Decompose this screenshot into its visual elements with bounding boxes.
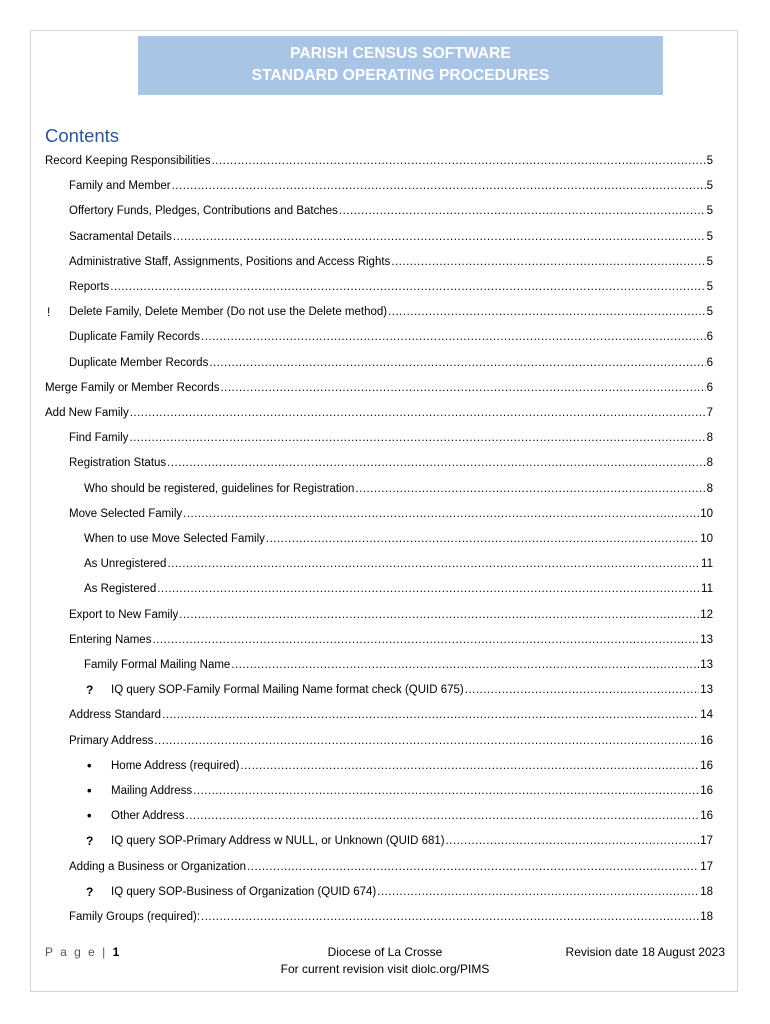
- toc-entry-page: 13: [700, 659, 713, 671]
- toc-leader-dots: [212, 152, 706, 170]
- toc-entry[interactable]: [0, 202, 770, 220]
- toc-leader-dots: [220, 379, 705, 397]
- toc-entry-page: 10: [700, 533, 713, 545]
- toc-leader-dots: [240, 757, 699, 775]
- footer-diocese: Diocese of La Crosse: [327, 945, 443, 959]
- toc-entry-label: Duplicate Family Records: [69, 331, 201, 344]
- toc-leader-dots: [157, 580, 700, 598]
- toc-leader-dots: [172, 177, 706, 195]
- toc-entry-page: 6: [706, 381, 713, 394]
- toc-entry-label: Other Address: [111, 810, 185, 823]
- question-mark-icon: ?: [86, 884, 94, 899]
- toc-entry-page: 8: [706, 432, 713, 445]
- toc-entry[interactable]: [0, 480, 770, 498]
- toc-entry-page: 6: [706, 331, 713, 344]
- toc-entry-label: Record Keeping Responsibilities: [45, 155, 211, 167]
- question-mark-icon: ?: [86, 683, 94, 698]
- toc-entry-page: 13: [700, 633, 713, 646]
- toc-leader-dots: [339, 202, 706, 220]
- toc-leader-dots: [355, 480, 705, 498]
- toc-entry[interactable]: [0, 908, 770, 926]
- toc-entry[interactable]: [0, 505, 770, 523]
- toc-leader-dots: [167, 555, 700, 573]
- toc-leader-dots: [154, 732, 699, 750]
- toc-entry-page: 8: [706, 457, 713, 470]
- toc-leader-dots: [201, 908, 699, 926]
- toc-entry-label: IQ query SOP-Family Formal Mailing Name format check (QUID 675): [111, 684, 464, 697]
- toc-entry[interactable]: [0, 454, 770, 472]
- toc-leader-dots: [377, 883, 699, 901]
- toc-entry-page: 18: [700, 911, 713, 923]
- toc-entry[interactable]: [0, 228, 770, 246]
- toc-entry-page: 5: [706, 205, 713, 218]
- page-number: 1: [112, 945, 120, 959]
- toc-entry-page: 11: [701, 583, 713, 596]
- toc-entry[interactable]: [0, 404, 770, 422]
- toc-entry-label: Family Groups (required):: [69, 911, 201, 923]
- title-line-1: PARISH CENSUS SOFTWARE: [290, 45, 511, 62]
- toc-entry-label: Primary Address: [69, 734, 154, 747]
- toc-entry-label: Address Standard: [69, 709, 162, 722]
- document-title-banner: [138, 36, 663, 95]
- toc-entry-page: 17: [700, 860, 713, 873]
- toc-leader-dots: [162, 706, 699, 724]
- toc-entry-page: 5: [706, 255, 713, 268]
- toc-entry-page: 8: [706, 482, 713, 495]
- toc-entry-label: As Unregistered: [84, 558, 167, 571]
- toc-entry-page: 17: [700, 835, 713, 848]
- toc-entry-page: 12: [700, 608, 713, 621]
- toc-entry-label: IQ query SOP-Primary Address w NULL, or Unknown (QUID 681): [111, 835, 445, 848]
- toc-entry-label: Home Address (required): [111, 759, 240, 772]
- toc-entry-page: 7: [706, 407, 713, 419]
- toc-entry-label: Add New Family: [45, 407, 129, 419]
- page-label: P a g e |: [45, 945, 108, 959]
- toc-entry[interactable]: [0, 807, 770, 825]
- exclamation-icon: !: [47, 305, 51, 320]
- toc-leader-dots: [201, 328, 706, 346]
- toc-leader-dots: [179, 606, 699, 624]
- toc-entry-label: Mailing Address: [111, 785, 193, 797]
- toc-entry[interactable]: [0, 253, 770, 271]
- toc-entry-label: Export to New Family: [69, 608, 179, 621]
- bullet-icon: •: [87, 783, 92, 798]
- toc-entry-page: 14: [700, 709, 713, 722]
- toc-entry[interactable]: [0, 278, 770, 296]
- toc-entry-label: Move Selected Family: [69, 507, 183, 520]
- toc-entry[interactable]: [0, 832, 770, 850]
- toc-entry-page: 16: [700, 734, 713, 747]
- toc-entry-label: Sacramental Details: [69, 230, 172, 243]
- contents-heading: Contents: [45, 125, 120, 146]
- toc-entry-page: 16: [700, 810, 713, 823]
- bullet-icon: •: [87, 757, 92, 773]
- toc-leader-dots: [129, 429, 705, 447]
- toc-entry-page: 10: [700, 507, 713, 520]
- toc-entry-label: When to use Move Selected Family: [84, 533, 265, 545]
- toc-entry[interactable]: [0, 631, 770, 649]
- toc-leader-dots: [193, 782, 699, 800]
- toc-entry[interactable]: [0, 530, 770, 548]
- toc-entry-label: Family and Member: [69, 180, 171, 193]
- toc-leader-dots: [167, 454, 705, 472]
- toc-entry[interactable]: [0, 328, 770, 346]
- toc-entry-label: Administrative Staff, Assignments, Positions and Access Rights: [69, 255, 391, 268]
- toc-entry[interactable]: [0, 152, 770, 170]
- toc-entry-page: 18: [700, 885, 713, 898]
- toc-entry[interactable]: [0, 303, 770, 321]
- toc-entry-label: As Registered: [84, 583, 157, 596]
- title-line-2: STANDARD OPERATING PROCEDURES: [251, 67, 550, 84]
- toc-leader-dots: [391, 253, 705, 271]
- toc-entry-label: Who should be registered, guidelines for Registration: [84, 482, 355, 495]
- toc-entry-page: 6: [706, 356, 713, 369]
- toc-entry-page: 5: [706, 306, 713, 319]
- toc-entry-page: 5: [706, 155, 713, 167]
- toc-entry-label: Adding a Business or Organization: [69, 860, 247, 873]
- toc-entry[interactable]: [0, 681, 770, 699]
- toc-entry-label: IQ query SOP-Business of Organization (QUID 674): [111, 885, 377, 898]
- toc-entry[interactable]: [0, 706, 770, 724]
- toc-leader-dots: [231, 656, 699, 674]
- toc-entry[interactable]: [0, 555, 770, 573]
- toc-entry-page: 5: [706, 281, 713, 293]
- toc-entry[interactable]: [0, 177, 770, 195]
- toc-entry-page: 5: [706, 180, 713, 193]
- toc-leader-dots: [266, 530, 699, 548]
- toc-entry[interactable]: [0, 883, 770, 901]
- footer-revision-link: For current revision visit diolc.org/PIMS: [280, 962, 490, 976]
- toc-entry-page: 13: [700, 684, 713, 697]
- toc-entry[interactable]: [0, 757, 770, 775]
- toc-entry-page: 11: [701, 558, 713, 571]
- toc-entry-page: 5: [706, 230, 713, 243]
- toc-leader-dots: [388, 303, 706, 321]
- toc-entry-page: 16: [700, 759, 713, 772]
- toc-entry-label: Registration Status: [69, 457, 167, 470]
- toc-leader-dots: [186, 807, 700, 825]
- toc-entry[interactable]: [0, 606, 770, 624]
- toc-leader-dots: [130, 404, 706, 422]
- toc-entry[interactable]: [0, 858, 770, 876]
- toc-leader-dots: [173, 228, 706, 246]
- toc-leader-dots: [446, 832, 700, 850]
- toc-entry-page: 16: [700, 785, 713, 797]
- toc-entry[interactable]: [0, 732, 770, 750]
- toc-entry-label: Entering Names: [69, 633, 152, 646]
- toc-leader-dots: [152, 631, 699, 649]
- toc-entry[interactable]: [0, 656, 770, 674]
- question-mark-icon: ?: [86, 834, 94, 849]
- bullet-icon: •: [87, 808, 92, 824]
- toc-entry-label: Offertory Funds, Pledges, Contributions and Batches: [69, 205, 338, 218]
- toc-entry-label: Family Formal Mailing Name: [84, 659, 231, 671]
- toc-leader-dots: [209, 354, 705, 372]
- toc-entry[interactable]: [0, 782, 770, 800]
- toc-entry-label: Delete Family, Delete Member (Do not use the Delete method): [69, 306, 388, 319]
- toc-entry-label: Reports: [69, 281, 110, 293]
- toc-entry[interactable]: [0, 379, 770, 397]
- toc-entry-label: Find Family: [69, 432, 129, 445]
- toc-leader-dots: [465, 681, 699, 699]
- toc-leader-dots: [247, 858, 699, 876]
- toc-entry-label: Duplicate Member Records: [69, 356, 209, 369]
- toc-entry[interactable]: [0, 429, 770, 447]
- toc-entry[interactable]: [0, 580, 770, 598]
- footer-revision-date: Revision date 18 August 2023: [565, 945, 725, 959]
- toc-entry-label: Merge Family or Member Records: [45, 381, 220, 394]
- toc-entry[interactable]: [0, 354, 770, 372]
- toc-leader-dots: [183, 505, 699, 523]
- toc-leader-dots: [110, 278, 705, 296]
